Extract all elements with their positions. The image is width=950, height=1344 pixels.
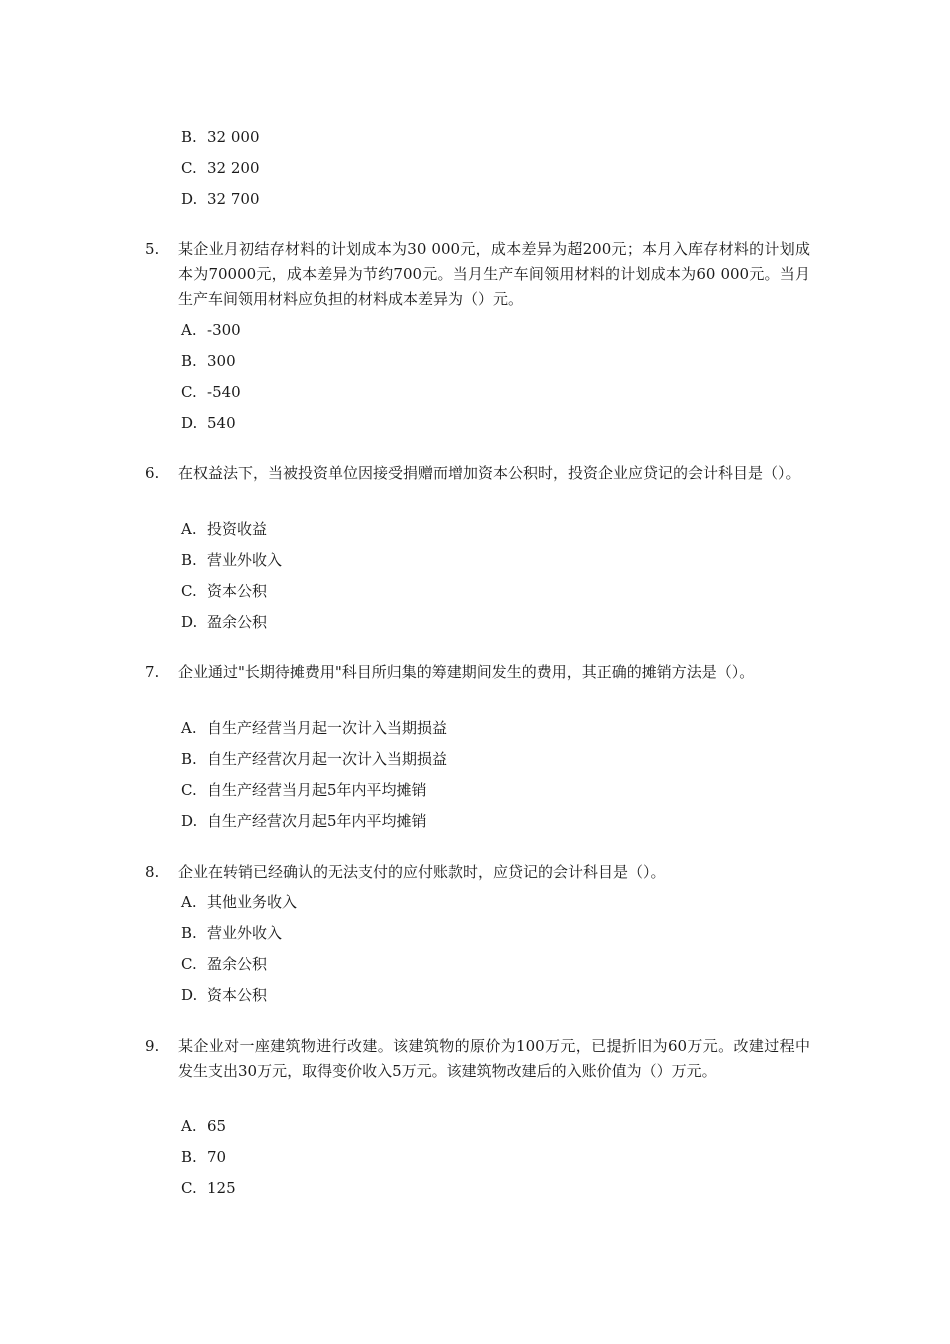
option-letter: B. (181, 551, 197, 569)
option-d (181, 189, 260, 209)
option-text: 投资收益 (207, 520, 268, 538)
option-letter: A. (181, 893, 197, 911)
option-text: 32 200 (207, 159, 260, 177)
question-number: 5. (145, 240, 160, 258)
question-number: 7. (145, 663, 160, 681)
option-letter: C. (181, 955, 197, 973)
option-letter: A. (181, 1117, 197, 1135)
option-letter: A. (181, 321, 197, 339)
option-text: 540 (207, 414, 236, 432)
question-text: 某企业月初结存材料的计划成本为30 000元，成本差异为超200元；本月入库存材料的计划成本为70000元，成本差异为节约700元。当月生产车间领用材料的计划成本为60 000元。当月生产车间领用材料应负担的材料成本差异为（）元。 (178, 240, 810, 308)
option-c (181, 382, 241, 402)
option-text: 自生产经营当月起5年内平均摊销 (207, 781, 427, 799)
option-text: 自生产经营次月起5年内平均摊销 (207, 812, 427, 830)
option-text: 其他业务收入 (207, 893, 298, 911)
option-letter: D. (181, 812, 198, 830)
option-b (181, 351, 236, 371)
option-a (181, 718, 447, 738)
option-text: 300 (207, 352, 236, 370)
option-text: 32 000 (207, 128, 260, 146)
option-b (181, 923, 282, 943)
option-d (181, 985, 267, 1005)
question-number: 6. (145, 464, 160, 482)
option-text: 资本公积 (207, 986, 268, 1004)
option-d (181, 811, 427, 831)
question-9 (145, 1034, 810, 1084)
question-number: 8. (145, 863, 160, 881)
option-text: 70 (207, 1148, 227, 1166)
option-text: 盈余公积 (207, 955, 268, 973)
option-b (181, 1147, 226, 1167)
option-text: -540 (207, 383, 241, 401)
option-letter: B. (181, 750, 197, 768)
option-letter: B. (181, 1148, 197, 1166)
question-text: 在权益法下，当被投资单位因接受捐赠而增加资本公积时，投资企业应贷记的会计科目是（）。 (178, 464, 801, 482)
option-text: 65 (207, 1117, 227, 1135)
option-letter: B. (181, 352, 197, 370)
question-6 (145, 461, 810, 486)
option-b (181, 550, 282, 570)
option-d (181, 413, 236, 433)
option-letter: D. (181, 414, 198, 432)
option-letter: C. (181, 1179, 197, 1197)
option-a (181, 320, 241, 340)
option-letter: D. (181, 613, 198, 631)
option-letter: C. (181, 582, 197, 600)
option-letter: A. (181, 520, 197, 538)
option-c (181, 158, 260, 178)
option-a (181, 892, 297, 912)
option-a (181, 519, 267, 539)
question-text: 企业通过"长期待摊费用"科目所归集的筹建期间发生的费用，其正确的摊销方法是（）。 (178, 663, 755, 681)
option-letter: D. (181, 190, 198, 208)
option-text: 营业外收入 (207, 551, 283, 569)
option-c (181, 954, 267, 974)
question-number: 9. (145, 1037, 160, 1055)
option-c (181, 780, 427, 800)
option-c (181, 1178, 236, 1198)
option-text: 盈余公积 (207, 613, 268, 631)
option-c (181, 581, 267, 601)
option-text: -300 (207, 321, 241, 339)
option-text: 自生产经营当月起一次计入当期损益 (207, 719, 448, 737)
option-letter: C. (181, 159, 197, 177)
question-text: 企业在转销已经确认的无法支付的应付账款时，应贷记的会计科目是（）。 (178, 863, 666, 881)
option-letter: C. (181, 781, 197, 799)
question-5 (145, 237, 810, 312)
option-letter: B. (181, 128, 197, 146)
option-letter: C. (181, 383, 197, 401)
option-text: 32 700 (207, 190, 260, 208)
option-text: 资本公积 (207, 582, 268, 600)
option-text: 自生产经营次月起一次计入当期损益 (207, 750, 448, 768)
option-d (181, 612, 267, 632)
option-b (181, 749, 447, 769)
question-8 (145, 860, 810, 885)
option-letter: A. (181, 719, 197, 737)
option-text: 125 (207, 1179, 236, 1197)
option-b (181, 127, 260, 147)
option-letter: B. (181, 924, 197, 942)
option-letter: D. (181, 986, 198, 1004)
question-7 (145, 660, 810, 685)
option-text: 营业外收入 (207, 924, 283, 942)
question-text: 某企业对一座建筑物进行改建。该建筑物的原价为100万元，已提折旧为60万元。改建过程中发生支出30万元，取得变价收入5万元。该建筑物改建后的入账价值为（）万元。 (178, 1037, 810, 1080)
option-a (181, 1116, 226, 1136)
